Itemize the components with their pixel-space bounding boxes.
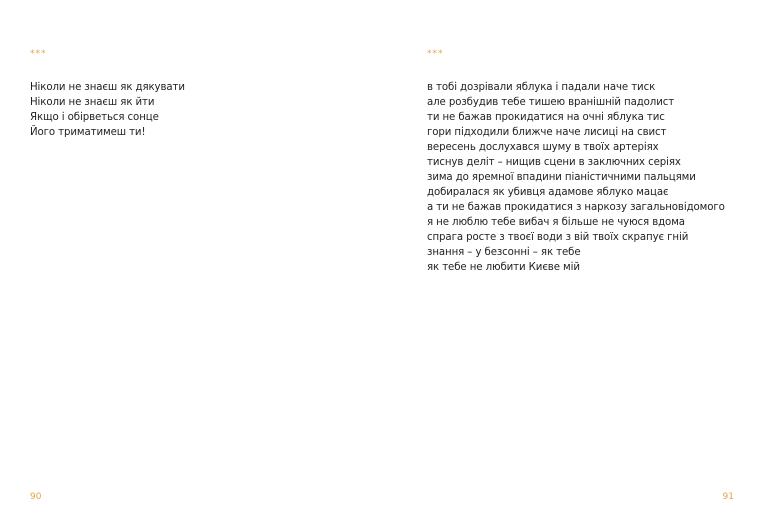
page-number-right: 91 xyxy=(722,492,734,502)
poem-line: зима до яремної впадини піаністичними пальцями xyxy=(427,172,696,183)
poem-line: як тебе не любити Києве мій xyxy=(427,262,580,273)
poem-line: ти не бажав прокидатися на очні яблука тис xyxy=(427,112,665,123)
poem-line: але розбудив тебе тишею вранішній падолист xyxy=(427,97,675,108)
poem-line: спрага росте з твоєї води з вій твоїх скрапує гній xyxy=(427,232,689,243)
left-page xyxy=(0,0,383,508)
poem-line: вересень дослухався шуму в твоїх артеріях xyxy=(427,142,659,153)
poem-line: добиралася як убивця адамове яблуко мацає xyxy=(427,187,669,198)
poem-line: в тобі дозрівали яблука і падали наче тиск xyxy=(427,82,656,93)
poem-line: Його триматимеш ти! xyxy=(30,127,146,138)
poem-line: Якщо і обірветься сонце xyxy=(30,112,159,123)
ornament-asterisks: *** xyxy=(30,49,47,59)
poem-right xyxy=(427,80,725,275)
ornament-asterisks: *** xyxy=(427,49,444,59)
poem-line: гори підходили ближче наче лисиці на свист xyxy=(427,127,667,138)
poem-left xyxy=(30,80,185,140)
poem-line: Ніколи не знаєш як дякувати xyxy=(30,82,185,93)
poem-line: знання – у безсонні – як тебе xyxy=(427,247,581,258)
poem-line: а ти не бажав прокидатися з наркозу загальновідомого xyxy=(427,202,725,213)
page-number-left: 90 xyxy=(30,492,42,502)
poem-line: Ніколи не знаєш як йти xyxy=(30,97,155,108)
poem-line: тиснув деліт – нищив сцени в заключних серіях xyxy=(427,157,681,168)
right-page xyxy=(384,0,767,508)
poem-line: я не люблю тебе вибач я більше не чуюся вдома xyxy=(427,217,685,228)
